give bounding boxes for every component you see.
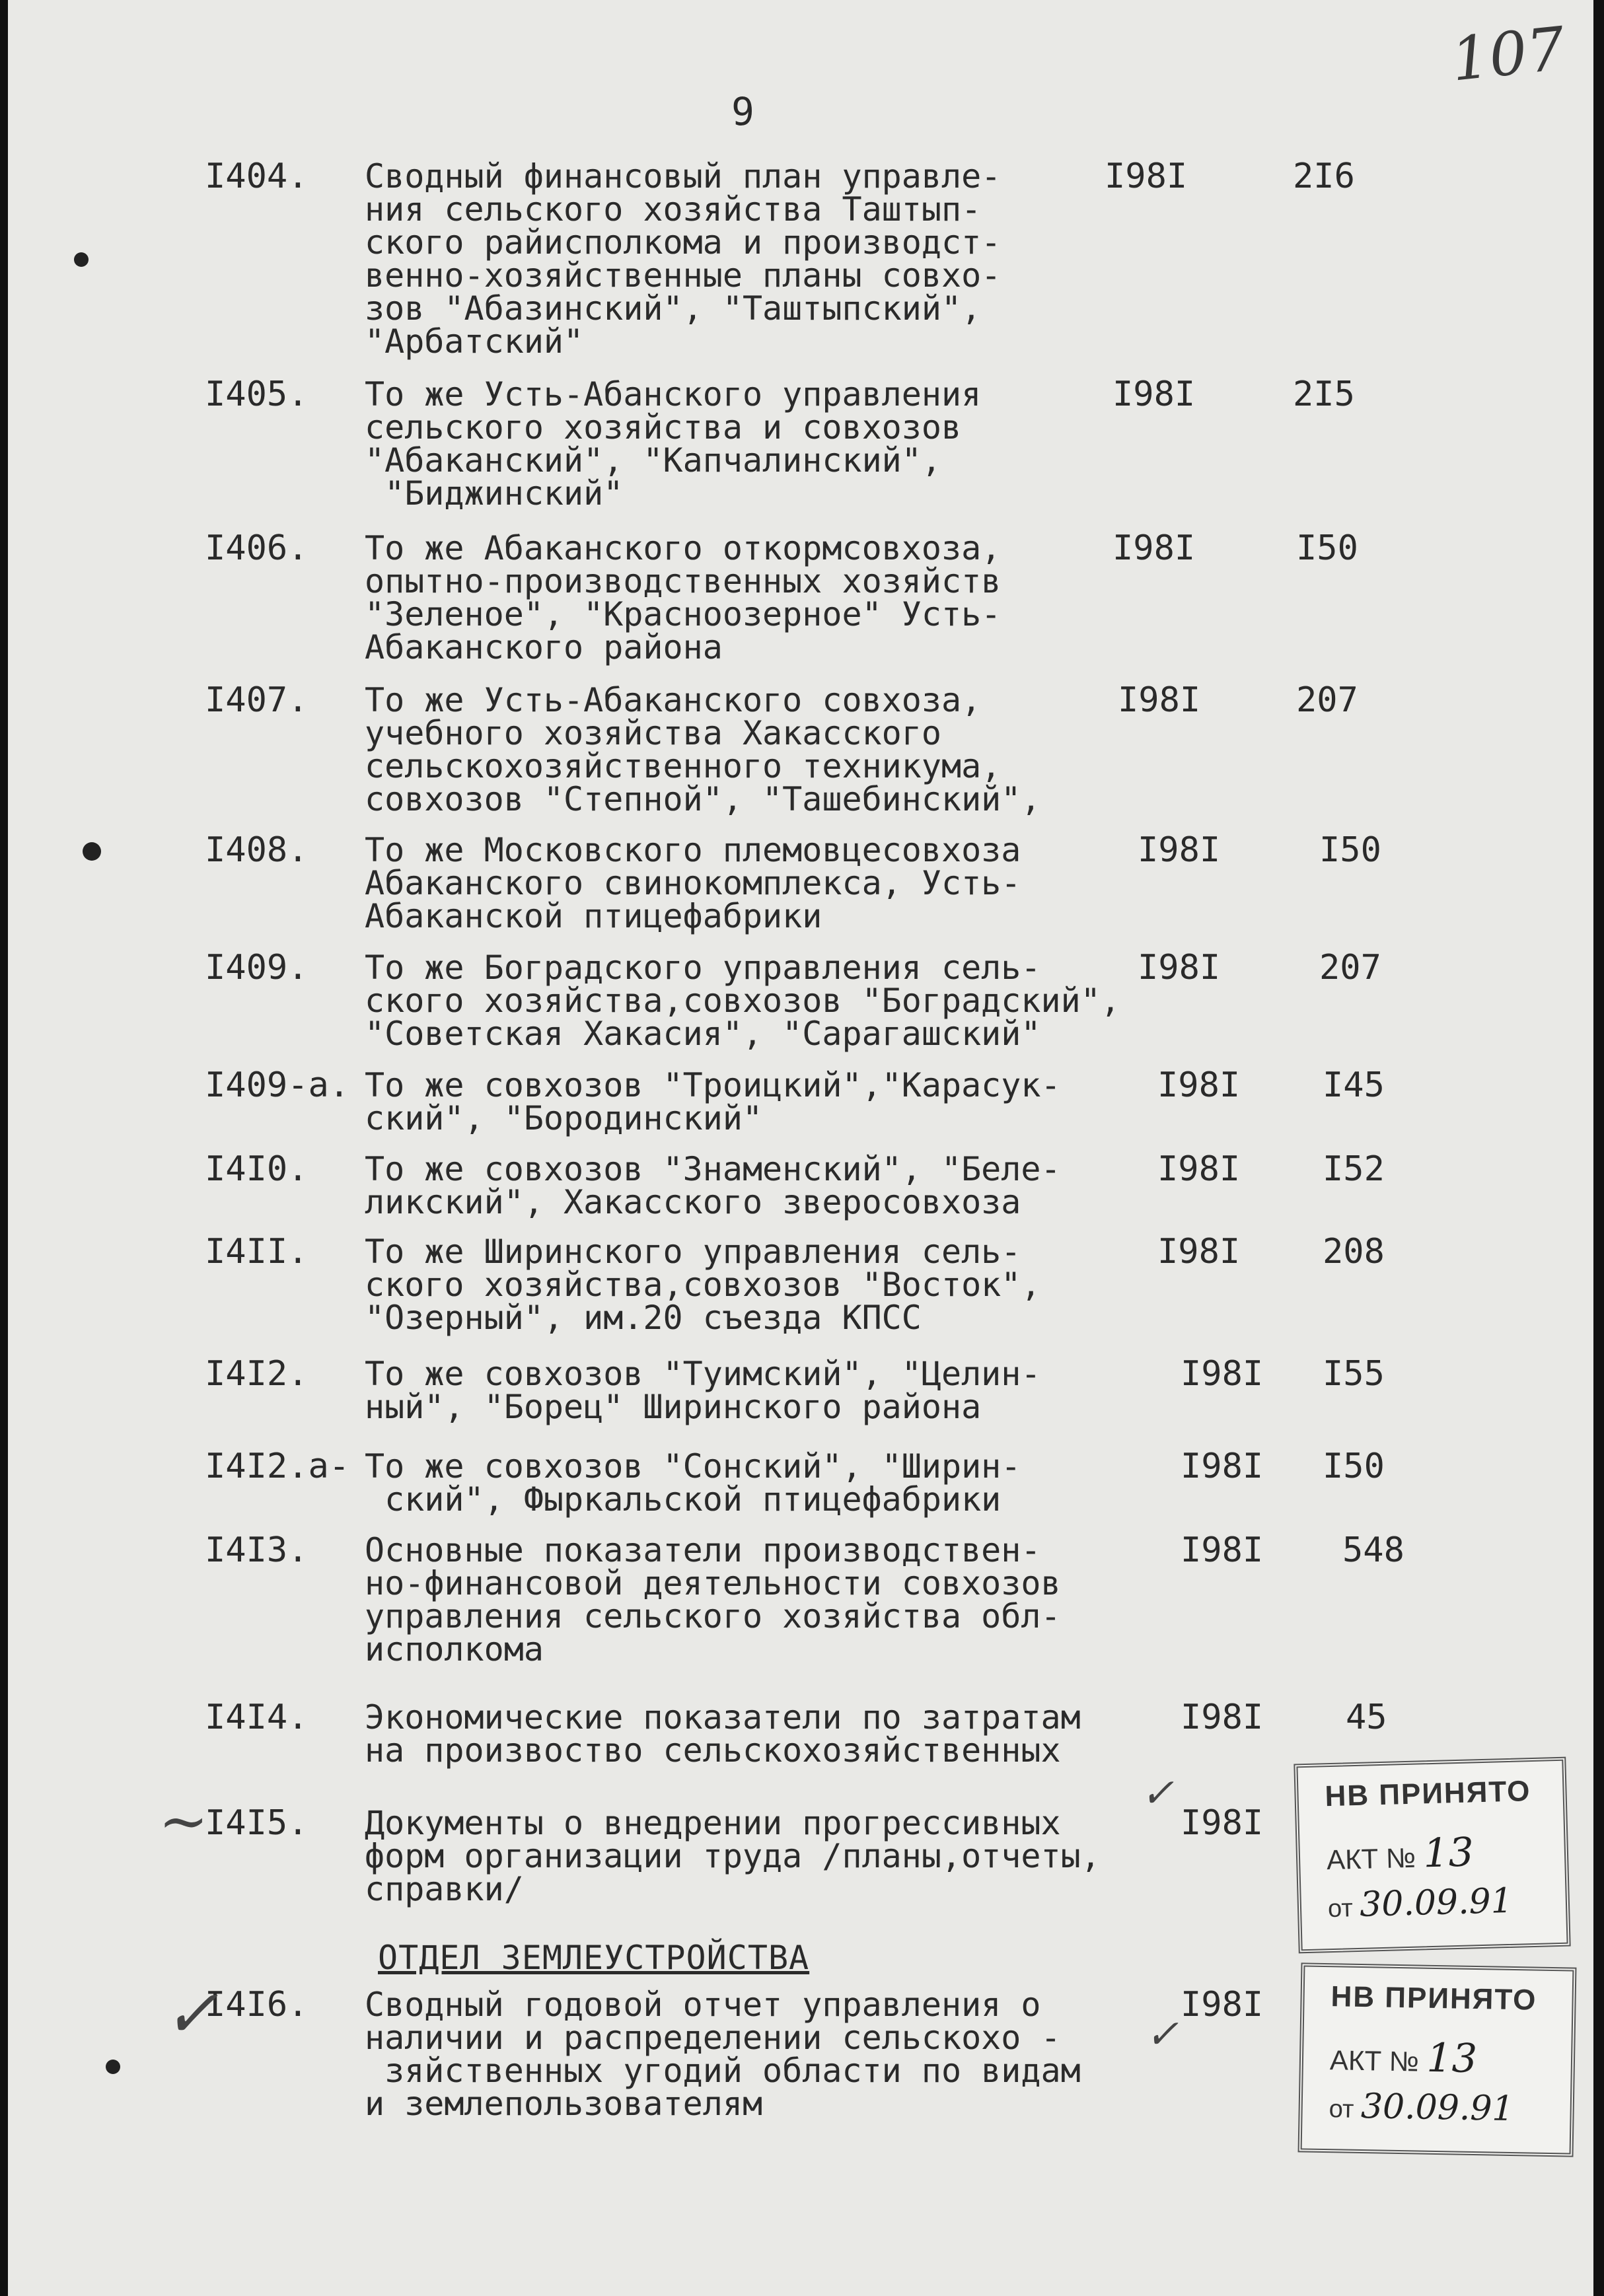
document-sheet (8, 0, 1593, 2296)
entry-sheet-count: I55 (1323, 1354, 1385, 1394)
entry-description: То же совхозов "Туимский", "Целин- ный", "Борец" Ширинского района (365, 1355, 1041, 1426)
check-mark-icon: ✓ (163, 1975, 219, 2052)
entry-number: I404. (205, 157, 309, 196)
entry-number: I406. (205, 528, 309, 568)
entry-sheet-count: 208 (1323, 1232, 1385, 1272)
entry-description: То же совхозов "Знаменский", "Беле- ликский", Хакасского зверосовхоза (365, 1150, 1061, 1221)
entry-year: I98I (1138, 948, 1221, 987)
page-number: 9 (731, 89, 754, 134)
entry-year: I98I (1181, 1985, 1264, 2025)
entry-description: То же Боградского управления сель- ского хозяйства,совхозов "Боградский", "Советская Хакасия", "Сарагашский" (365, 949, 1120, 1053)
entry-number: I4I4. (205, 1698, 309, 1737)
stamp-date-label: от (1327, 1894, 1354, 1923)
entry-number: I409-а. (205, 1065, 350, 1105)
entry-number: I4II. (205, 1232, 309, 1272)
entry-description: Экономические показатели по затратам на произвоство сельскохозяйственных (365, 1698, 1081, 1770)
entry-description: То же Усть-Абаканского совхоза, учебного хозяйства Хакасского сельскохозяйственного техникума, совхозов "Степной", "Ташебинский", (365, 681, 1041, 818)
stamp-date-value: 30.09.91 (1359, 1881, 1513, 1925)
stamp-act-label: АКТ № (1326, 1842, 1416, 1876)
entry-year: I98I (1105, 157, 1188, 196)
entry-year: I98I (1157, 1149, 1241, 1189)
stamp-date-value: 30.09.91 (1360, 2086, 1515, 2130)
stamp-act-number: 13 (1422, 1829, 1475, 1877)
entry-sheet-count: 207 (1319, 948, 1381, 987)
entry-number: I405. (205, 375, 309, 414)
archive-stamp (1294, 1757, 1570, 1954)
handwritten-sheet-number: 107 (1447, 14, 1568, 95)
entry-year: I98I (1181, 1698, 1264, 1737)
entry-sheet-count: 548 (1342, 1530, 1404, 1570)
entry-description: То же Абаканского откормсовхоза, опытно-производственных хозяйств "Зеленое", "Красноозерное" Усть- Абаканского района (365, 529, 1002, 666)
section-heading: ОТДЕЛ ЗЕМЛЕУСТРОЙСТВА (378, 1939, 810, 1977)
entry-year: I98I (1118, 680, 1201, 720)
entry-year: I98I (1181, 1354, 1264, 1394)
entry-sheet-count: 2I6 (1293, 157, 1355, 196)
entry-description: То же Усть-Абанского управления сельского хозяйства и совхозов "Абаканский", "Капчалинский", "Биджинский" (365, 375, 982, 513)
entry-number: I4I2. (205, 1354, 309, 1394)
check-mark-icon: ~ (159, 1787, 209, 1856)
entry-sheet-count: I50 (1296, 528, 1358, 568)
entry-year: I98I (1181, 1530, 1264, 1570)
stamp-date (1327, 1881, 1513, 1925)
entry-sheet-count: 207 (1296, 680, 1358, 720)
stamp-act-label: АКТ № (1329, 2044, 1420, 2077)
entry-description: Сводный годовой отчет управления о наличии и распределении сельскохо - зяйственных угодий области по видам и землепользователям (365, 1986, 1081, 2123)
entry-number: I4I2.а- (205, 1447, 350, 1486)
entry-description: Сводный финансовый план управле- ния сельского хозяйства Таштып- ского райисполкома и производст- венно-хозяйственные планы совхо- зов "Абазинский", "Таштыпский", "Арбатский" (365, 157, 1002, 361)
entry-year: I98I (1112, 375, 1196, 414)
archive-stamp (1298, 1962, 1577, 2157)
entry-year: I98I (1112, 528, 1196, 568)
entry-sheet-count: I45 (1323, 1065, 1385, 1105)
entry-description: То же Ширинского управления сель- ского хозяйства,совхозов "Восток", "Озерный", им.20 съезда КПСС (365, 1233, 1041, 1337)
entry-description: То же Московского племовцесовхоза Абаканского свинокомплекса, Усть- Абаканской птицефабрики (365, 831, 1021, 935)
stamp-act-number: 13 (1426, 2034, 1478, 2083)
entry-year: I98I (1181, 1803, 1264, 1843)
entry-number: I408. (205, 830, 309, 870)
stamp-title: НВ ПРИНЯТО (1324, 1775, 1531, 1813)
entry-year: I98I (1157, 1232, 1241, 1272)
entry-year: I98I (1138, 830, 1221, 870)
entry-number: I4I5. (205, 1803, 309, 1843)
entry-sheet-count: 45 (1346, 1698, 1387, 1737)
entry-sheet-count: I52 (1323, 1149, 1385, 1189)
entry-number: I4I0. (205, 1149, 309, 1189)
entry-number: I4I3. (205, 1530, 309, 1570)
entry-sheet-count: I50 (1319, 830, 1381, 870)
entry-number: I409. (205, 948, 309, 987)
entry-year: I98I (1157, 1065, 1241, 1105)
entry-description: Основные показатели производствен- но-финансовой деятельности совхозов управления сельского хозяйства обл- исполкома (365, 1531, 1061, 1668)
entry-description: То же совхозов "Сонский", "Ширин- ский", Фыркальской птицефабрики (365, 1447, 1021, 1519)
stamp-act (1326, 1829, 1475, 1879)
entry-number: I4I6. (205, 1985, 309, 2025)
stamp-title: НВ ПРИНЯТО (1331, 1980, 1537, 2017)
check-mark-icon: ✓ (1146, 2011, 1179, 2058)
stamp-date-label: от (1329, 2095, 1354, 2124)
entry-number: I407. (205, 680, 309, 720)
entry-year: I98I (1181, 1447, 1264, 1486)
stamp-act (1329, 2033, 1477, 2082)
entry-sheet-count: I50 (1323, 1447, 1385, 1486)
check-mark-icon: ✓ (1141, 1770, 1175, 1816)
entry-sheet-count: 2I5 (1293, 375, 1355, 414)
entry-description: То же совхозов "Троицкий","Карасук- ский", "Бородинский" (365, 1066, 1061, 1137)
entry-description: Документы о внедрении прогрессивных форм организации труда /планы,отчеты, справки/ (365, 1804, 1101, 1908)
stamp-date (1329, 2086, 1514, 2129)
